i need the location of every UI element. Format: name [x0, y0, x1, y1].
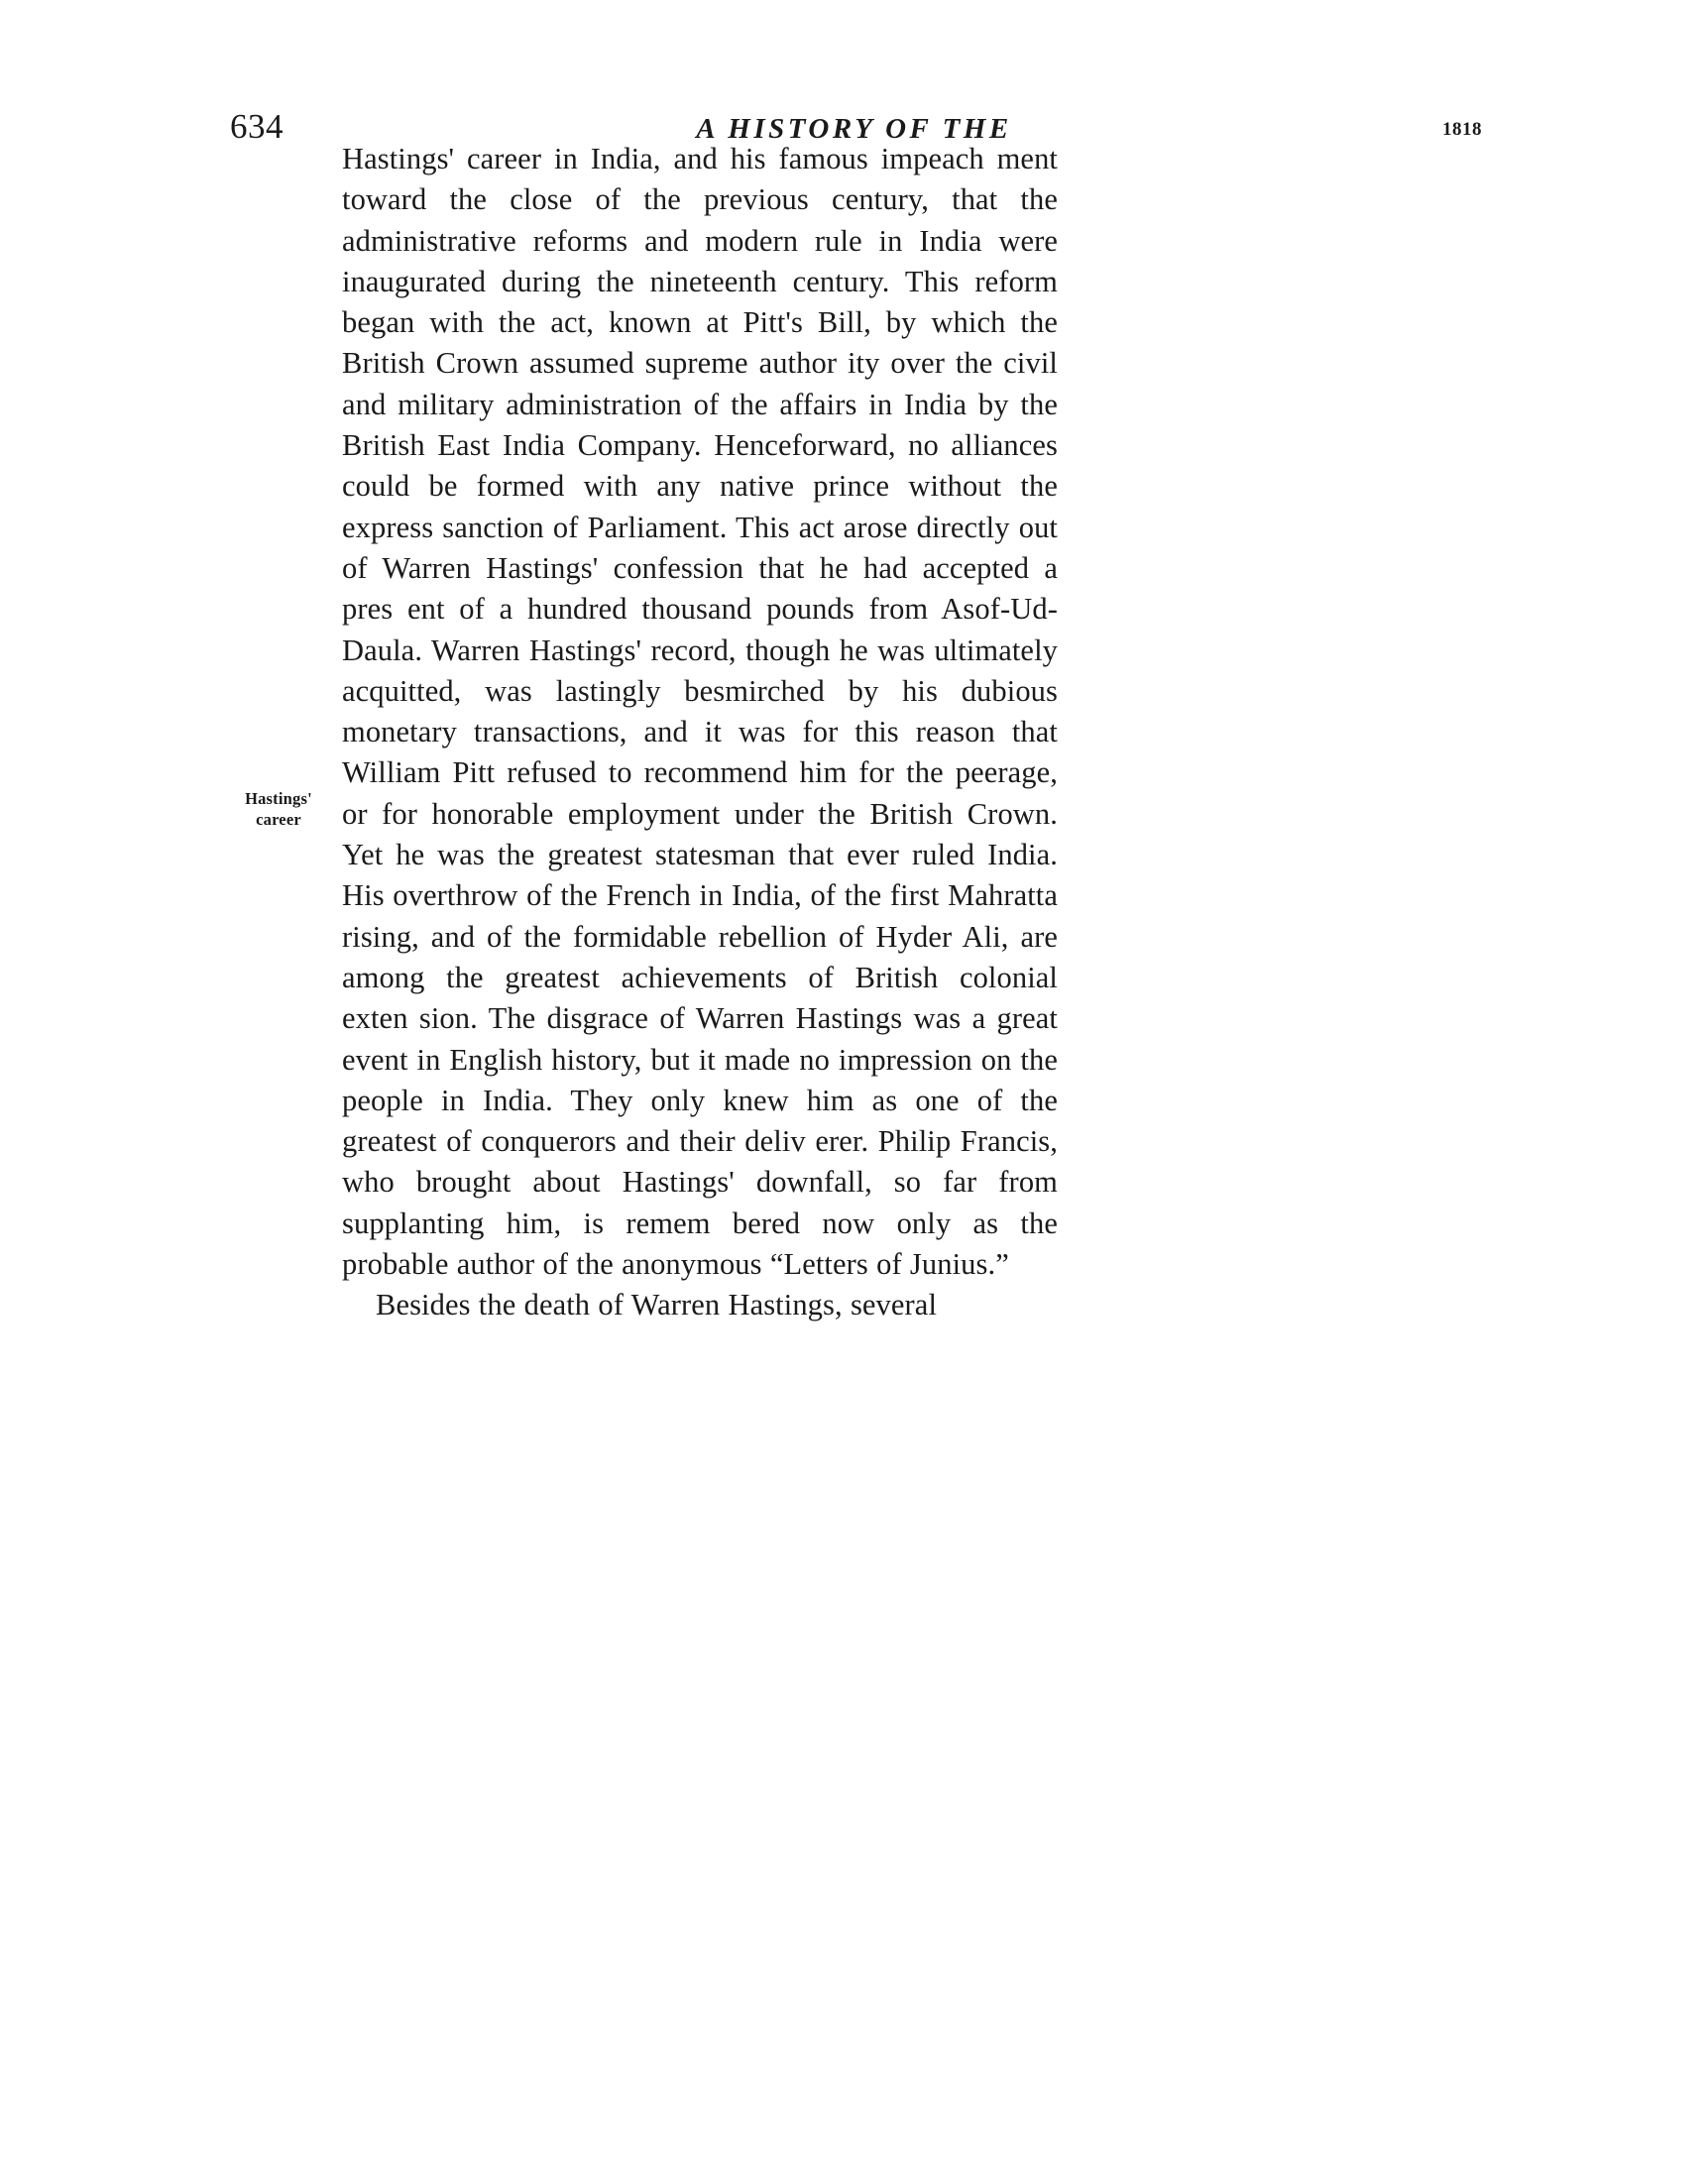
margin-note-line-2: career	[256, 810, 301, 830]
paragraph-2: Besides the death of Warren Hastings, several	[376, 1288, 938, 1322]
year-marker: 1818	[1442, 119, 1482, 140]
body-text-column	[342, 139, 1058, 1326]
margin-note	[226, 788, 331, 830]
margin-note-line-1: Hastings'	[245, 789, 312, 808]
running-title: A HISTORY OF THE	[696, 113, 1012, 145]
page-number-left: 634	[230, 107, 284, 146]
paragraph-1: Hastings' career in India, and his famous impeach ment toward the close of the previous century, that the administrative reforms and modern rule in India were inaugurated during the nineteenth century. This reform began with the act, known at Pitt's Bill, by which the British Crown assumed supreme author ity over the civil and military administration of the affairs in India by the British East India Company. Henceforward, no alliances could be formed with any native prince without the express sanction of Parliament. This act arose directly out of Warren Hastings' confession that he had accepted a pres ent of a hundred thousand pounds from Asof-Ud- Daula. Warren Hastings' record, though he was ultimately acquitted, was lastingly besmirched by his dubious monetary transactions, and it was for this reason that William Pitt refused to recommend him for the peerage, or for honorable employment under the British Crown. Yet he was the greatest statesman that ever ruled India. His overthrow of the French in India, of the first Mahratta rising, and of the formidable rebellion of Hyder Ali, are among the greatest achievements of British colonial exten sion. The disgrace of Warren Hastings was a great event in English history, but it made no impression on the people in India. They only knew him as one of the greatest of conquerors and their deliv erer. Philip Francis, who brought about Hastings' downfall, so far from supplanting him, is remem bered now only as the probable author of the anonymous “Letters of Junius.”	[342, 142, 1058, 1282]
